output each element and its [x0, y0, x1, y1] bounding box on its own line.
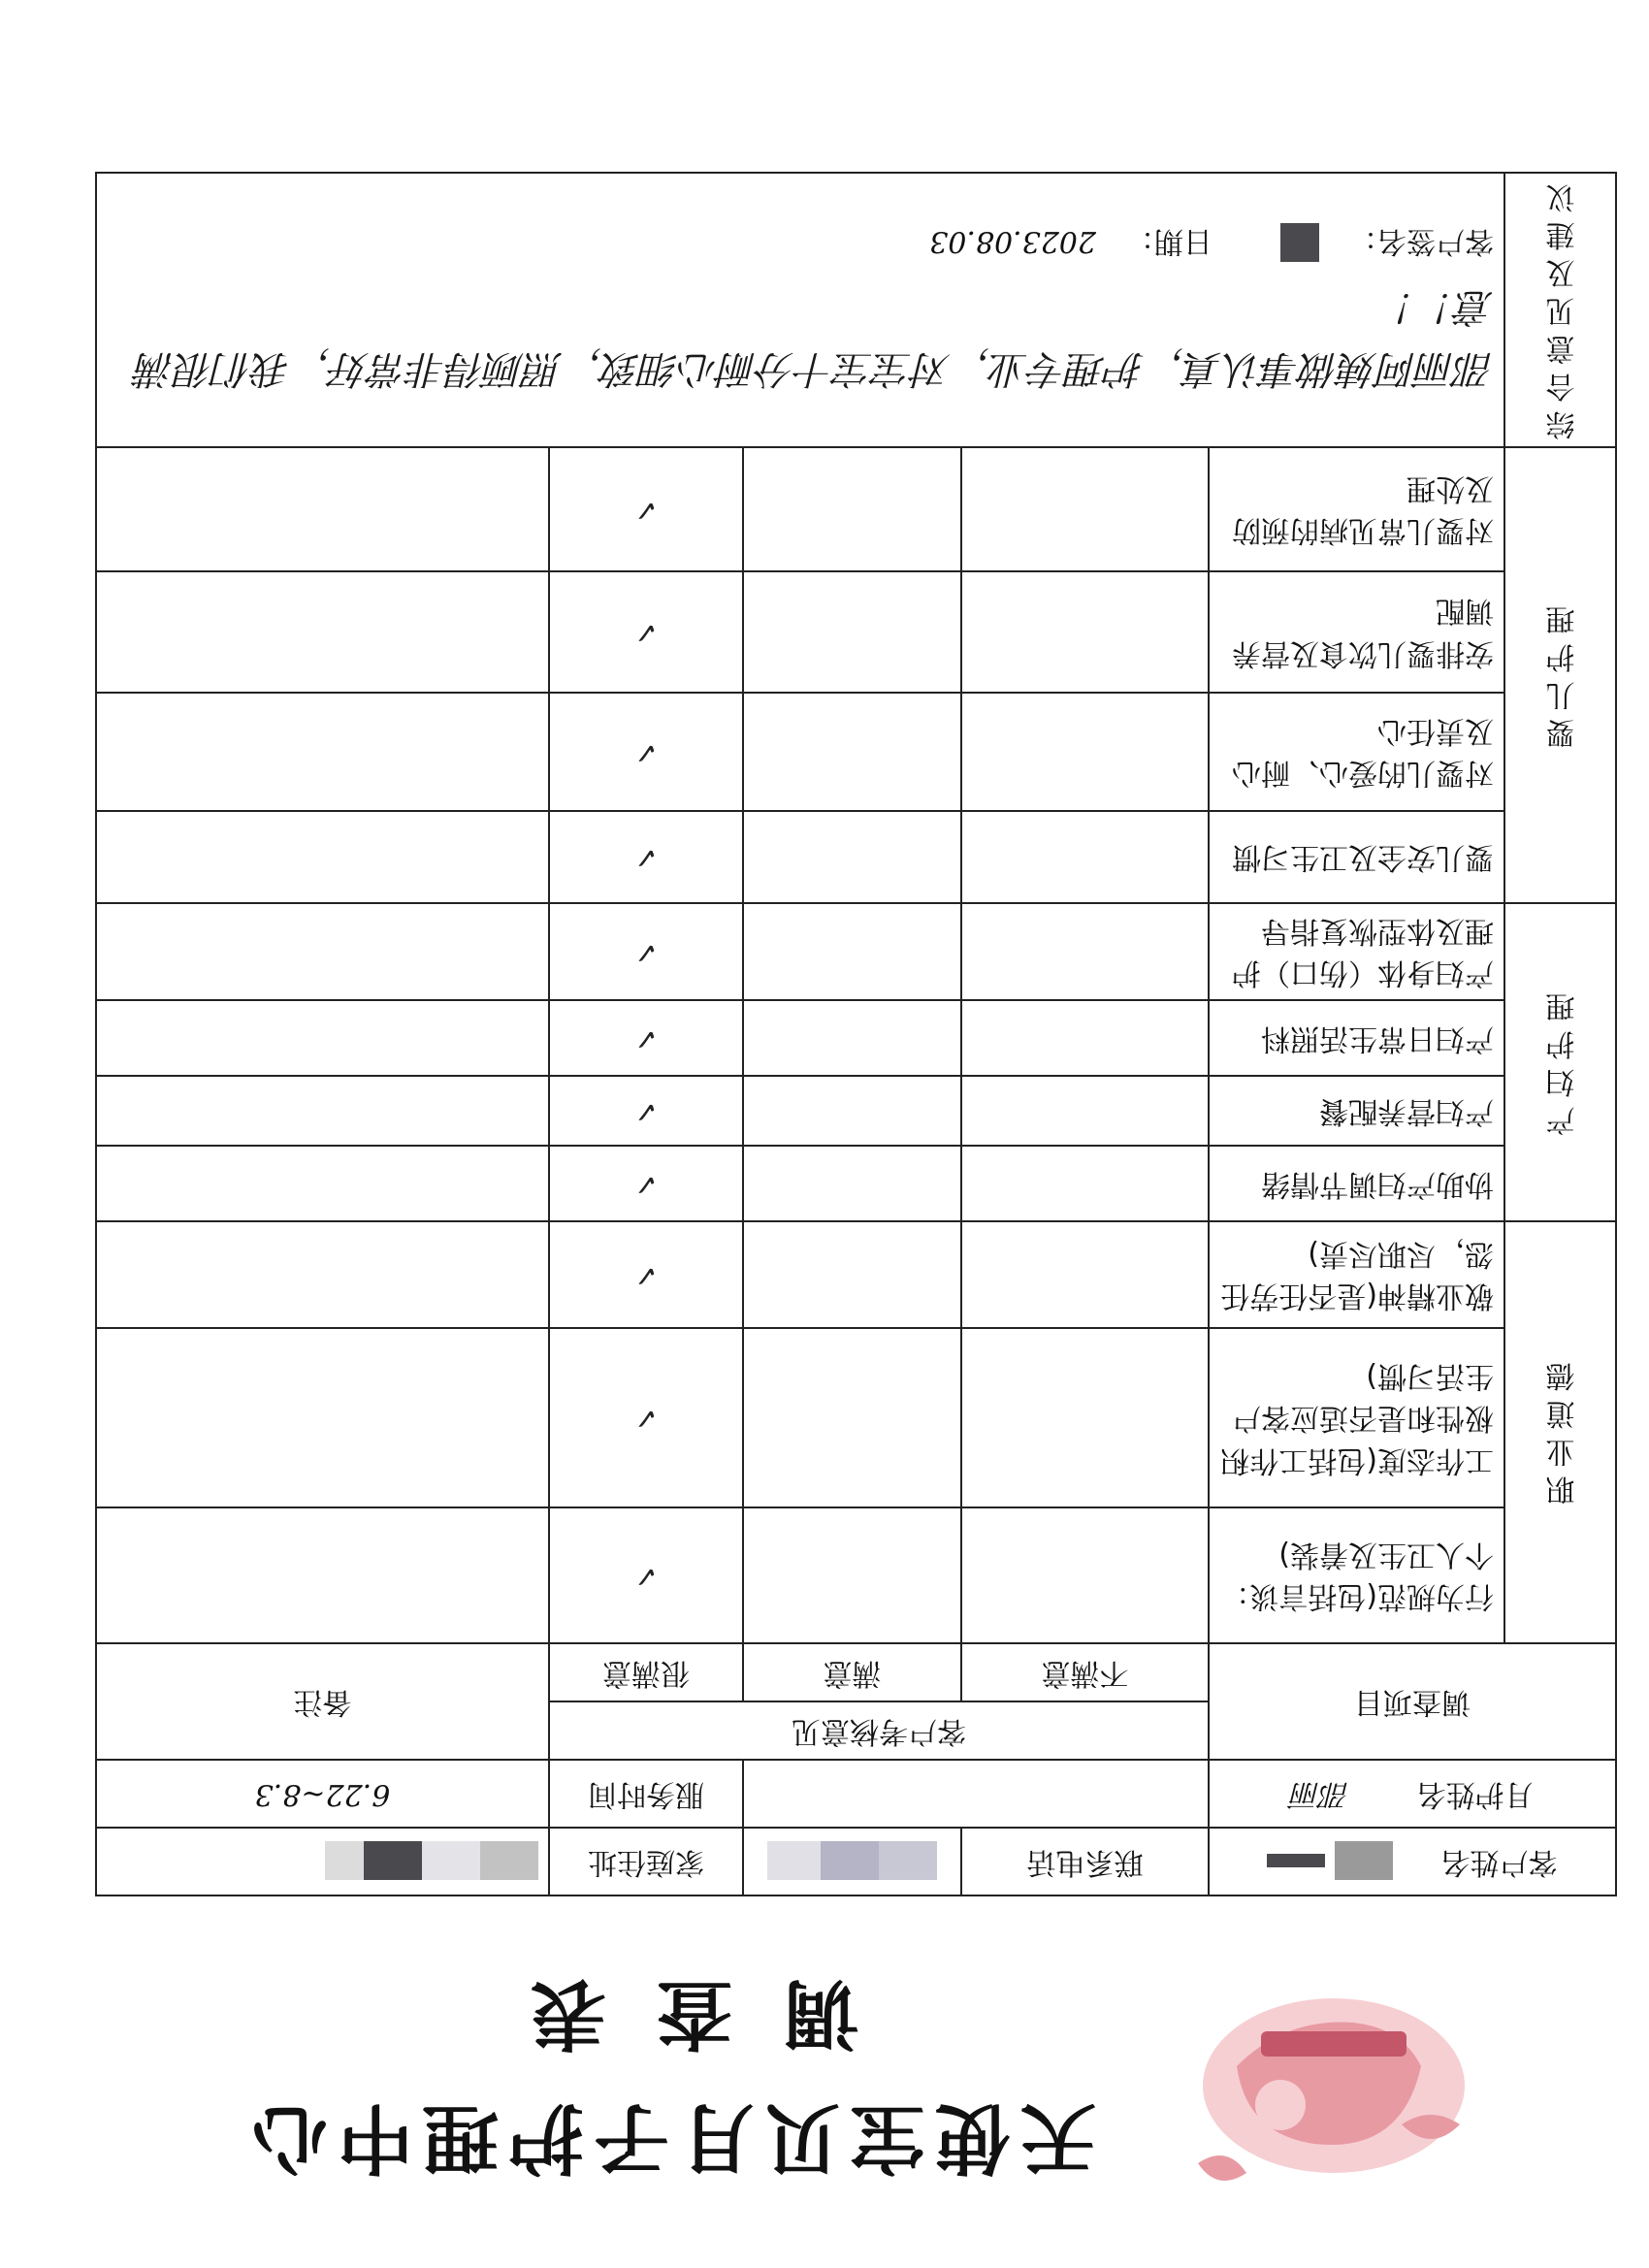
item-label: 敬业精神(是否任劳任怨，尽职尽责): [1220, 1237, 1494, 1313]
opt-unsatisfied-cell[interactable]: [961, 811, 1209, 903]
item-label: 安排婴儿饮食及营养调配: [1232, 594, 1494, 670]
item-col-header: [1209, 1643, 1616, 1760]
redacted-phone-1: [879, 1841, 937, 1880]
opinion-group-header: [549, 1701, 1209, 1760]
phone-label: 联系电话: [1026, 1844, 1144, 1879]
item-cell: [1209, 1000, 1504, 1076]
opt-very-satisfied-header: [549, 1643, 743, 1701]
item-cell: [1209, 1221, 1504, 1328]
redacted-address-4: [325, 1841, 364, 1880]
table-header-row-1: [96, 1701, 1616, 1760]
check-mark-icon: ✓: [633, 1166, 659, 1201]
opt-unsatisfied-label: 不满意: [1041, 1655, 1129, 1690]
check-mark-icon: ✓: [633, 1401, 659, 1436]
logo-icon: [1188, 1989, 1479, 2212]
opt-unsatisfied-header: [961, 1643, 1209, 1701]
opt-very-satisfied-cell[interactable]: [549, 1146, 743, 1221]
remarks-cell[interactable]: [96, 1146, 549, 1221]
remarks-label: 备注: [293, 1684, 352, 1719]
item-col-label: 调查项目: [1354, 1684, 1471, 1719]
date-value: 2023.08.03: [929, 224, 1096, 259]
item-label: 对婴儿的爱心、耐心及责任心: [1232, 714, 1494, 791]
nurse-name-value: 邵丽: [1291, 1776, 1350, 1811]
item-cell: [1209, 447, 1504, 571]
opt-satisfied-cell[interactable]: [743, 1328, 961, 1507]
opt-satisfied-cell[interactable]: [743, 1076, 961, 1146]
check-mark-icon: ✓: [633, 840, 659, 875]
opt-very-satisfied-cell[interactable]: [549, 1328, 743, 1507]
opt-satisfied-cell[interactable]: [743, 903, 961, 1000]
opt-very-satisfied-cell[interactable]: [549, 1507, 743, 1643]
opt-satisfied-cell[interactable]: [743, 1507, 961, 1643]
remarks-cell[interactable]: [96, 1328, 549, 1507]
check-mark-icon: ✓: [633, 1558, 659, 1593]
table-row: [96, 447, 1616, 571]
opt-unsatisfied-cell[interactable]: [961, 903, 1209, 1000]
opt-satisfied-cell[interactable]: [743, 1221, 961, 1328]
table-row: [96, 1328, 1616, 1507]
opt-satisfied-cell[interactable]: [743, 1146, 961, 1221]
remarks-cell[interactable]: [96, 1507, 549, 1643]
opt-unsatisfied-cell[interactable]: [961, 1076, 1209, 1146]
opt-very-satisfied-cell[interactable]: [549, 811, 743, 903]
table-row: [96, 903, 1616, 1000]
check-mark-icon: ✓: [633, 934, 659, 969]
opt-very-satisfied-cell[interactable]: [549, 903, 743, 1000]
item-cell: [1209, 1076, 1504, 1146]
opt-very-satisfied-label: 很满意: [602, 1655, 690, 1690]
opt-unsatisfied-cell[interactable]: [961, 1507, 1209, 1643]
table-row: [96, 693, 1616, 811]
category-cell-baby: [1504, 447, 1616, 903]
signature-redacted: [1280, 223, 1319, 262]
address-label: 家庭住址: [588, 1844, 704, 1879]
page-title: 天使宝贝月子护理中心: [242, 2093, 1097, 2182]
nurse-blank-cell: [743, 1760, 1209, 1828]
item-label: 产妇身体（伤口）护理及体型恢复指导: [1232, 914, 1494, 990]
item-label: 行为规范(包括言谈：个人卫生及着装): [1220, 1538, 1494, 1614]
service-time-value: 6.22~8.3: [254, 1776, 391, 1811]
check-mark-icon: ✓: [633, 492, 659, 527]
nurse-name-label: 月护姓名: [1416, 1776, 1534, 1811]
opt-unsatisfied-cell[interactable]: [961, 447, 1209, 571]
redacted-address-2: [422, 1841, 480, 1880]
item-label: 协助产妇调节情绪: [1261, 1166, 1494, 1201]
opt-very-satisfied-cell[interactable]: [549, 1076, 743, 1146]
remarks-cell[interactable]: [96, 693, 549, 811]
opt-satisfied-cell[interactable]: [743, 447, 961, 571]
redacted-phone-3: [767, 1841, 821, 1880]
table-row: [96, 811, 1616, 903]
category-label-ethics: 职业道德: [1545, 1358, 1575, 1507]
opt-very-satisfied-cell[interactable]: [549, 447, 743, 571]
remarks-cell[interactable]: [96, 571, 549, 693]
customer-name-cell: [1209, 1828, 1616, 1895]
survey-table: [95, 172, 1617, 1896]
opt-unsatisfied-cell[interactable]: [961, 1146, 1209, 1221]
opt-very-satisfied-cell[interactable]: [549, 1000, 743, 1076]
nurse-name-cell: [1209, 1760, 1616, 1828]
category-label-mother: 产妇护理: [1545, 988, 1575, 1136]
opt-satisfied-cell[interactable]: [743, 811, 961, 903]
check-mark-icon: ✓: [633, 615, 659, 650]
item-cell: [1209, 811, 1504, 903]
service-time-label: 服务时间: [588, 1776, 704, 1811]
opt-unsatisfied-cell[interactable]: [961, 1221, 1209, 1328]
opt-satisfied-cell[interactable]: [743, 571, 961, 693]
check-mark-icon: ✓: [633, 1021, 659, 1055]
category-cell-ethics: [1504, 1221, 1616, 1643]
info-row-customer: [96, 1828, 1616, 1895]
table-row: [96, 1507, 1616, 1643]
opt-very-satisfied-cell[interactable]: [549, 571, 743, 693]
remarks-cell[interactable]: [96, 903, 549, 1000]
summary-row: [96, 173, 1616, 447]
item-cell: [1209, 1507, 1504, 1643]
opt-satisfied-header: [743, 1643, 961, 1701]
redacted-mark: [1267, 1854, 1325, 1867]
customer-name-label: 客户姓名: [1440, 1844, 1558, 1879]
address-value-cell: [96, 1828, 549, 1895]
table-row: [96, 571, 1616, 693]
opt-unsatisfied-cell[interactable]: [961, 1328, 1209, 1507]
table-row: [96, 1000, 1616, 1076]
item-cell: [1209, 1146, 1504, 1221]
page-subtitle: 调查表: [480, 1969, 859, 2057]
remarks-cell[interactable]: [96, 811, 549, 903]
item-label: 对婴儿常见病的预防及处理: [1232, 471, 1494, 548]
info-row-nurse: [96, 1760, 1616, 1828]
opt-unsatisfied-cell[interactable]: [961, 571, 1209, 693]
summary-label: 综合意见及建议: [1545, 179, 1575, 440]
check-mark-icon: ✓: [633, 1093, 659, 1128]
address-label-cell: [549, 1828, 743, 1895]
opt-unsatisfied-cell[interactable]: [961, 693, 1209, 811]
phone-value-cell: [743, 1828, 961, 1895]
item-cell: [1209, 693, 1504, 811]
item-cell: [1209, 571, 1504, 693]
table-row: [96, 1076, 1616, 1146]
signature-row: [107, 220, 1494, 263]
check-mark-icon: ✓: [633, 1257, 659, 1292]
opt-very-satisfied-cell[interactable]: [549, 693, 743, 811]
signature-label: 客户签名：: [1348, 224, 1494, 259]
opt-unsatisfied-cell[interactable]: [961, 1000, 1209, 1076]
redacted-phone-2: [821, 1841, 879, 1880]
category-label-baby: 婴儿护理: [1545, 601, 1575, 749]
item-cell: [1209, 903, 1504, 1000]
item-label: 工作态度(包括工作积极性和是否适应客户生活习惯): [1220, 1358, 1494, 1477]
remarks-cell[interactable]: [96, 1000, 549, 1076]
summary-content-cell[interactable]: [96, 173, 1504, 447]
check-mark-icon: ✓: [633, 734, 659, 769]
item-label: 婴儿安全及卫生习惯: [1232, 840, 1494, 875]
category-cell-mother: [1504, 903, 1616, 1221]
item-cell: [1209, 1328, 1504, 1507]
redacted-address-3: [364, 1841, 422, 1880]
remarks-cell[interactable]: [96, 1076, 549, 1146]
item-label: 产妇日常生活照料: [1261, 1021, 1494, 1055]
summary-label-cell: [1504, 173, 1616, 447]
table-row: [96, 1221, 1616, 1328]
remarks-cell[interactable]: [96, 447, 549, 571]
opt-very-satisfied-cell[interactable]: [549, 1221, 743, 1328]
opt-satisfied-label: 满意: [823, 1655, 882, 1690]
redacted-address-1: [480, 1841, 538, 1880]
remarks-header: [96, 1643, 549, 1760]
item-label: 产妇营养配餐: [1319, 1093, 1494, 1128]
opt-satisfied-cell[interactable]: [743, 693, 961, 811]
header: [0, 1899, 1649, 2268]
service-time-label-cell: [549, 1760, 743, 1828]
date-label: 日期：: [1125, 224, 1212, 259]
table-row: [96, 1146, 1616, 1221]
remarks-cell[interactable]: [96, 1221, 549, 1328]
redacted-name: [1335, 1841, 1393, 1880]
service-time-value-cell: [96, 1760, 549, 1828]
opt-satisfied-cell[interactable]: [743, 1000, 961, 1076]
summary-comment: 邵丽阿姨做事认真，护理专业，对宝宝十分耐心细致，照顾得非常好，我们很满意！！: [136, 284, 1494, 392]
opinion-group-label: 客户考核意见: [792, 1713, 966, 1748]
phone-label-cell: [961, 1828, 1209, 1895]
